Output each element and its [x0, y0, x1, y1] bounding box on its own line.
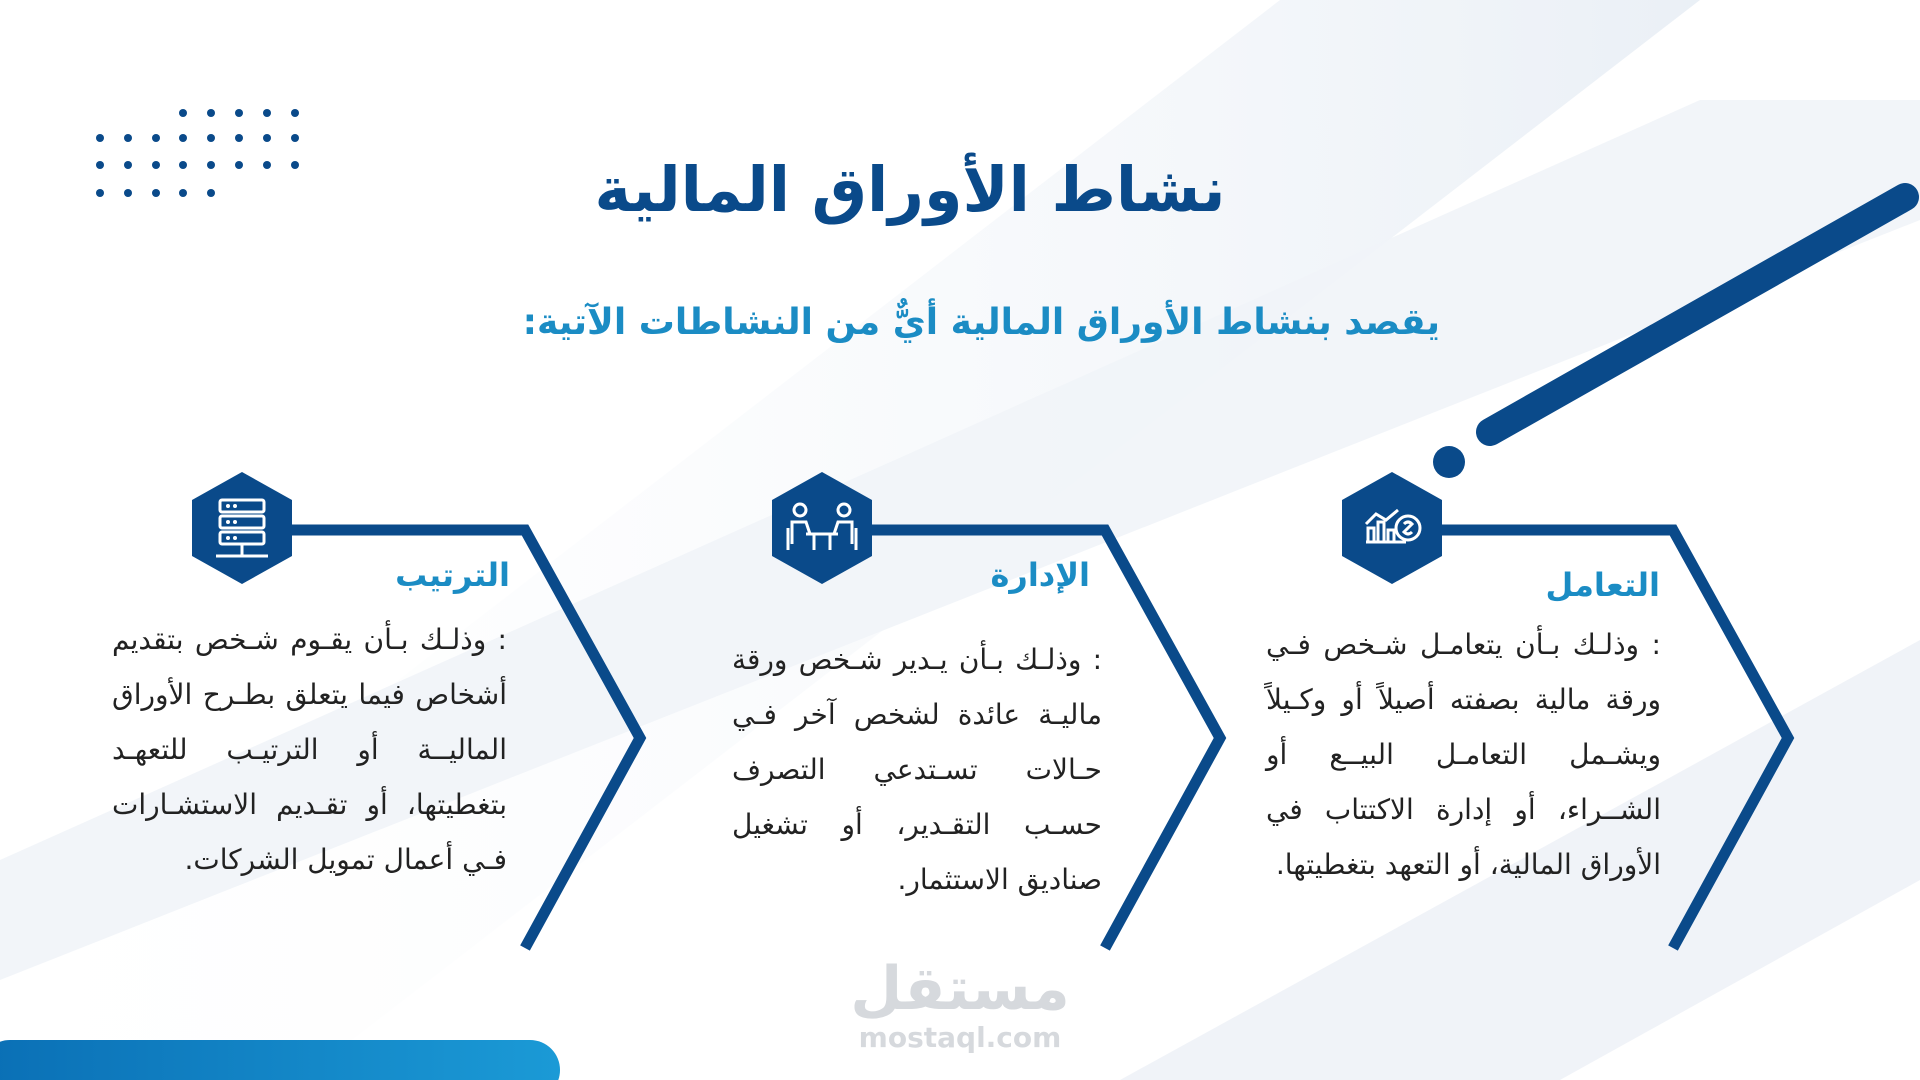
grid-dot	[179, 109, 187, 117]
grid-dot	[207, 134, 215, 142]
chart-coin-icon	[1340, 470, 1444, 586]
grid-dot	[207, 109, 215, 117]
card-title-taamul: التعامل	[1545, 566, 1660, 604]
card-text-tartib: : وذلـك بـأن يقـوم شـخص بتقديم أشخاص فيما يتعلق بطـرح الأوراق الماليــة أو الترتيـب للتعهـد بتغطيتها، أو تقـديم الاستشـارات فـي أعمال تمويل الشركات.	[112, 623, 507, 876]
grid-dot	[96, 161, 104, 169]
grid-dot	[235, 134, 243, 142]
watermark-url: mostaql.com	[858, 1021, 1062, 1054]
grid-dot	[179, 134, 187, 142]
grid-dot	[207, 189, 215, 197]
watermark-logo: مستقل	[850, 954, 1070, 1024]
grid-dot	[124, 134, 132, 142]
card-text-idara: : وذلـك بـأن يـدير شـخص ورقة ماليـة عائدة لشخص آخر فـي حـالات تسـتدعي التصرف حسـب التقـدير، أو تشغيل صناديق الاستثمار.	[732, 643, 1102, 896]
grid-dot	[152, 134, 160, 142]
bottom-bar	[0, 1040, 560, 1080]
server-icon	[190, 470, 294, 586]
grid-dot	[263, 161, 271, 169]
grid-dot	[207, 161, 215, 169]
grid-dot	[263, 109, 271, 117]
grid-dot	[124, 161, 132, 169]
card-text-taamul: : وذلـك بـأن يتعامـل شـخص فـي ورقة مالية بصفته أصيلاً أو وكـيلاً ويشـمل التعامـل البيــع أو الشــراء، أو إدارة الاكتتاب في الأوراق المالية، أو التعهد بتغطيتها.	[1266, 628, 1661, 881]
grid-dot	[152, 161, 160, 169]
grid-dot	[124, 189, 132, 197]
grid-dot	[291, 161, 299, 169]
grid-dot	[235, 161, 243, 169]
grid-dot	[263, 134, 271, 142]
card-title-idara: الإدارة	[990, 556, 1090, 594]
dot-grid	[96, 109, 299, 197]
page-subtitle: يقصد بنشاط الأوراق المالية أيٌّ من النشاطات الآتية:	[522, 302, 1440, 343]
grid-dot	[179, 161, 187, 169]
grid-dot	[96, 134, 104, 142]
grid-dot	[179, 189, 187, 197]
card-title-tartib: الترتيب	[395, 556, 510, 594]
page-title: نشاط الأوراق المالية	[594, 153, 1226, 226]
grid-dot	[235, 109, 243, 117]
grid-dot	[152, 189, 160, 197]
grid-dot	[96, 189, 104, 197]
meeting-icon	[770, 470, 874, 586]
watermark	[840, 955, 1080, 1053]
grid-dot	[291, 109, 299, 117]
grid-dot	[291, 134, 299, 142]
